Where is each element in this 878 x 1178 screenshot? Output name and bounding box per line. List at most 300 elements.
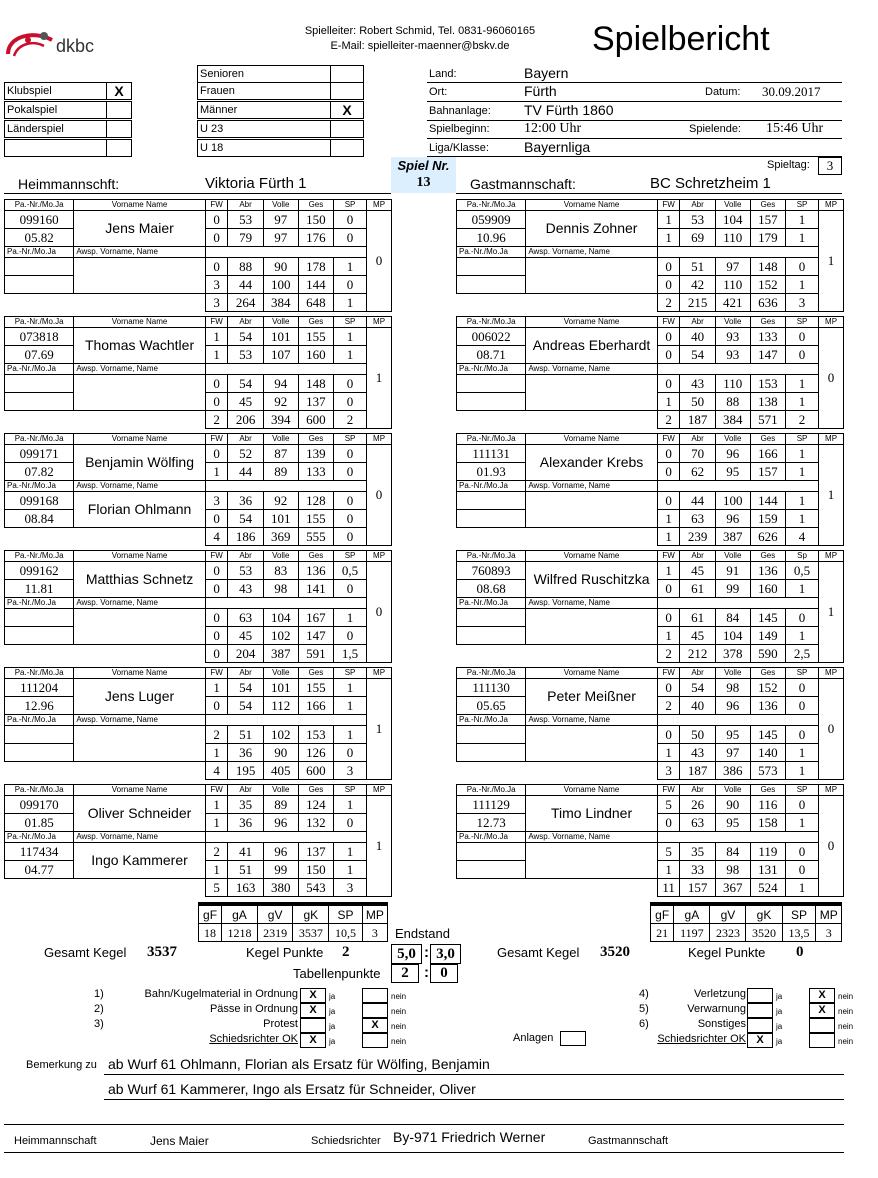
volle-header: Volle bbox=[715, 200, 750, 211]
player-birth-date: 07.82 bbox=[5, 463, 74, 481]
class-u18: U 18 bbox=[197, 139, 331, 157]
player-birth-date: 08.71 bbox=[457, 346, 526, 364]
guest-player-block bbox=[456, 199, 844, 312]
score-cell: 101 bbox=[263, 510, 298, 528]
score-cell: 1 bbox=[786, 276, 819, 294]
check-ja-box[interactable]: X bbox=[300, 988, 326, 1003]
score-cell: 42 bbox=[680, 276, 715, 294]
ges-header: Ges bbox=[298, 317, 333, 328]
score-cell: 1 bbox=[334, 843, 367, 861]
score-cell: 1 bbox=[657, 393, 680, 411]
score-cell: 51 bbox=[680, 258, 715, 276]
check-ja-box[interactable]: X bbox=[747, 1033, 773, 1048]
sub-pass-number bbox=[5, 609, 74, 627]
gap-cell bbox=[205, 481, 366, 492]
score-cell: 88 bbox=[228, 258, 263, 276]
player-mp: 1 bbox=[367, 679, 392, 780]
fw-header: FW bbox=[657, 668, 680, 679]
check-nein-label: nein bbox=[838, 992, 854, 1001]
score-cell: 1 bbox=[657, 229, 680, 247]
sub-birth-date bbox=[5, 627, 74, 645]
blank-cell bbox=[74, 645, 205, 663]
score-cell: 155 bbox=[298, 679, 333, 697]
score-cell: 99 bbox=[715, 580, 750, 598]
score-cell: 35 bbox=[228, 796, 263, 814]
player-total-cell: 384 bbox=[263, 294, 298, 312]
score-cell: 136 bbox=[750, 697, 785, 715]
gap-cell bbox=[657, 598, 818, 609]
score-cell: 61 bbox=[680, 580, 715, 598]
score-cell: 35 bbox=[680, 843, 715, 861]
volle-header: Volle bbox=[263, 668, 298, 679]
score-cell: 50 bbox=[680, 726, 715, 744]
ges-header: Ges bbox=[298, 551, 333, 562]
score-cell: 110 bbox=[715, 276, 750, 294]
abr-header: Abr bbox=[680, 668, 715, 679]
score-cell: 0 bbox=[334, 463, 367, 481]
score-cell: 0 bbox=[205, 258, 228, 276]
guest-player-block bbox=[456, 433, 844, 546]
pass-header: Pa.-Nr./Mo.Ja bbox=[457, 434, 526, 445]
ges-header: Ges bbox=[750, 551, 785, 562]
score-cell: 144 bbox=[298, 276, 333, 294]
score-cell: 1 bbox=[334, 726, 367, 744]
class-frauen: Frauen bbox=[197, 82, 331, 100]
score-cell: 98 bbox=[715, 679, 750, 697]
score-cell: 0 bbox=[334, 510, 367, 528]
sub-name-header: Awsp. Vorname, Name bbox=[74, 364, 205, 375]
sub-pass-number bbox=[457, 258, 526, 276]
check-nein-box[interactable] bbox=[362, 988, 388, 1003]
score-cell: 0 bbox=[657, 276, 680, 294]
pass-header: Pa.-Nr./Mo.Ja bbox=[5, 668, 74, 679]
gap-cell bbox=[657, 364, 818, 375]
liga-value: Bayernliga bbox=[524, 139, 591, 155]
score-cell: 101 bbox=[263, 679, 298, 697]
blank-cell bbox=[5, 528, 74, 546]
score-cell: 1 bbox=[205, 814, 228, 832]
score-cell: 141 bbox=[298, 580, 333, 598]
home-player-block bbox=[4, 667, 392, 780]
player-birth-date: 07.69 bbox=[5, 346, 74, 364]
score-cell: 51 bbox=[228, 726, 263, 744]
score-cell: 0 bbox=[786, 679, 819, 697]
ges-header: Ges bbox=[750, 434, 785, 445]
check-nein-box[interactable]: X bbox=[362, 1018, 388, 1033]
sub-pass-header: Pa.-Nr./Mo.Ja bbox=[5, 832, 74, 843]
score-cell: 53 bbox=[228, 562, 263, 580]
player-total-cell: 555 bbox=[298, 528, 333, 546]
player-birth-date: 05.82 bbox=[5, 229, 74, 247]
score-cell: 1 bbox=[657, 861, 680, 879]
player-total-cell: 384 bbox=[715, 411, 750, 429]
player-total-cell: 11 bbox=[657, 879, 680, 897]
sub-name-header: Awsp. Vorname, Name bbox=[74, 715, 205, 726]
home-total-value: 1218 bbox=[222, 924, 258, 942]
sp-header: SP bbox=[786, 200, 819, 211]
sp-header: SP bbox=[334, 317, 367, 328]
sp-header: SP bbox=[334, 200, 367, 211]
volle-header: Volle bbox=[715, 434, 750, 445]
check-nein-box[interactable] bbox=[809, 1033, 835, 1048]
score-cell: 0 bbox=[334, 445, 367, 463]
score-cell: 158 bbox=[750, 814, 785, 832]
check-nein-box[interactable] bbox=[362, 1033, 388, 1048]
sub-pass-header: Pa.-Nr./Mo.Ja bbox=[5, 481, 74, 492]
player-total-cell: 600 bbox=[298, 762, 333, 780]
guest-total-value: 2323 bbox=[710, 924, 746, 942]
score-cell: 97 bbox=[263, 211, 298, 229]
gap-cell bbox=[205, 247, 366, 258]
sub-player-name bbox=[526, 843, 657, 879]
score-cell: 0 bbox=[657, 328, 680, 346]
sub-pass-header: Pa.-Nr./Mo.Ja bbox=[457, 832, 526, 843]
player-mp: 1 bbox=[819, 562, 844, 663]
sp-header: SP bbox=[786, 434, 819, 445]
player-birth-date: 05.65 bbox=[457, 697, 526, 715]
abr-header: Abr bbox=[680, 551, 715, 562]
home-totals-table bbox=[198, 905, 388, 942]
fw-header: FW bbox=[657, 200, 680, 211]
abr-header: Abr bbox=[228, 668, 263, 679]
player-name: Jens Maier bbox=[74, 211, 205, 247]
player-name: Jens Luger bbox=[74, 679, 205, 715]
score-cell: 102 bbox=[263, 726, 298, 744]
check-nein-box[interactable] bbox=[362, 1003, 388, 1018]
ges-header: Ges bbox=[750, 668, 785, 679]
check-nein-box[interactable]: X bbox=[809, 988, 835, 1003]
mp-header: MP bbox=[367, 785, 392, 796]
sub-birth-date bbox=[457, 627, 526, 645]
type-pokalspiel: Pokalspiel bbox=[4, 101, 107, 119]
abr-header: Abr bbox=[228, 200, 263, 211]
class-u23: U 23 bbox=[197, 120, 331, 138]
player-total-cell: 394 bbox=[263, 411, 298, 429]
blank-cell bbox=[526, 528, 657, 546]
score-cell: 179 bbox=[750, 229, 785, 247]
check-nein-box[interactable]: X bbox=[809, 1003, 835, 1018]
blank-cell bbox=[526, 645, 657, 663]
blank-cell bbox=[457, 879, 526, 897]
check-ja-box[interactable] bbox=[747, 988, 773, 1003]
score-cell: 0 bbox=[657, 814, 680, 832]
score-cell: 128 bbox=[298, 492, 333, 510]
score-cell: 40 bbox=[680, 697, 715, 715]
anlagen-box bbox=[560, 1031, 586, 1046]
player-name: Benjamin Wölfing bbox=[74, 445, 205, 481]
score-cell: 133 bbox=[298, 463, 333, 481]
check-label: Verwarnung bbox=[687, 1003, 746, 1015]
score-cell: 101 bbox=[263, 328, 298, 346]
check-ja-box[interactable] bbox=[747, 1003, 773, 1018]
score-cell: 44 bbox=[228, 463, 263, 481]
score-cell: 159 bbox=[750, 510, 785, 528]
datum-value: 30.09.2017 bbox=[762, 84, 821, 99]
sub-pass-header: Pa.-Nr./Mo.Ja bbox=[457, 247, 526, 258]
blank-cell bbox=[526, 762, 657, 780]
guest-player-block bbox=[456, 784, 844, 897]
sp-header: SP bbox=[786, 785, 819, 796]
check-nein-label: nein bbox=[391, 1037, 407, 1046]
sp-header: Sp bbox=[786, 551, 819, 562]
score-cell: 43 bbox=[680, 375, 715, 393]
name-header: Vorname Name bbox=[526, 200, 657, 211]
endstand-label: Endstand bbox=[395, 926, 450, 941]
guest-player-block bbox=[456, 316, 844, 429]
score-cell: 1 bbox=[786, 445, 819, 463]
score-cell: 126 bbox=[298, 744, 333, 762]
remark-line1: ab Wurf 61 Ohlmann, Florian als Ersatz für Wölfing, Benjamin bbox=[108, 1056, 490, 1072]
home-player-block bbox=[4, 316, 392, 429]
player-name: Dennis Zohner bbox=[526, 211, 657, 247]
blank-cell bbox=[457, 528, 526, 546]
score-cell: 166 bbox=[750, 445, 785, 463]
score-cell: 1 bbox=[205, 346, 228, 364]
score-cell: 89 bbox=[263, 463, 298, 481]
score-cell: 26 bbox=[680, 796, 715, 814]
home-total-hdr: gA bbox=[222, 906, 258, 924]
check-ja-label: ja bbox=[776, 1022, 783, 1031]
player-pass-number: 760893 bbox=[457, 562, 526, 580]
check-nein-box[interactable] bbox=[809, 1018, 835, 1033]
blank-cell bbox=[74, 528, 205, 546]
player-total-cell: 1 bbox=[786, 762, 819, 780]
type-klubspiel-mark: X bbox=[106, 82, 132, 100]
score-cell: 97 bbox=[715, 744, 750, 762]
score-cell: 3 bbox=[205, 492, 228, 510]
score-cell: 104 bbox=[715, 211, 750, 229]
guest-total-value: 1197 bbox=[674, 924, 710, 942]
sub-player-name bbox=[526, 492, 657, 528]
check-ja-label: ja bbox=[776, 1037, 783, 1046]
score-cell: 107 bbox=[263, 346, 298, 364]
score-cell: 136 bbox=[750, 562, 785, 580]
pass-header: Pa.-Nr./Mo.Ja bbox=[457, 668, 526, 679]
sub-name-header: Awsp. Vorname, Name bbox=[526, 481, 657, 492]
score-cell: 54 bbox=[680, 346, 715, 364]
fw-header: FW bbox=[205, 317, 228, 328]
check-label: Pässe in Ordnung bbox=[209, 1003, 298, 1015]
tabellen-label: Tabellenpunkte bbox=[293, 966, 381, 981]
abr-header: Abr bbox=[228, 434, 263, 445]
score-cell: 0 bbox=[205, 375, 228, 393]
sub-name-header: Awsp. Vorname, Name bbox=[526, 598, 657, 609]
score-cell: 0 bbox=[657, 609, 680, 627]
player-birth-date: 10.96 bbox=[457, 229, 526, 247]
check-ja-box[interactable] bbox=[747, 1018, 773, 1033]
score-cell: 1 bbox=[205, 861, 228, 879]
mp-header: MP bbox=[367, 434, 392, 445]
player-name: Alexander Krebs bbox=[526, 445, 657, 481]
guest-player-block bbox=[456, 667, 844, 780]
bahn-label: Bahnanlage: bbox=[429, 105, 491, 117]
score-cell: 96 bbox=[715, 445, 750, 463]
score-cell: 167 bbox=[298, 609, 333, 627]
player-total-cell: 157 bbox=[680, 879, 715, 897]
player-total-cell: 1,5 bbox=[334, 645, 367, 663]
check-ja-box[interactable]: X bbox=[300, 1003, 326, 1018]
spieltag-label: Spieltag: bbox=[767, 159, 810, 171]
check-number: 3) bbox=[94, 1018, 104, 1030]
pass-header: Pa.-Nr./Mo.Ja bbox=[5, 317, 74, 328]
blank-cell bbox=[457, 762, 526, 780]
logo-text: dkbc bbox=[56, 36, 95, 56]
score-cell: 0 bbox=[334, 229, 367, 247]
sub-player-name bbox=[526, 375, 657, 411]
guest-total-hdr: MP bbox=[816, 906, 842, 924]
score-cell: 1 bbox=[786, 229, 819, 247]
gap-cell bbox=[205, 715, 366, 726]
score-cell: 36 bbox=[228, 744, 263, 762]
score-cell: 1 bbox=[786, 510, 819, 528]
remark-line2: ab Wurf 61 Kammerer, Ingo als Ersatz für Schneider, Oliver bbox=[108, 1081, 476, 1097]
volle-header: Volle bbox=[715, 668, 750, 679]
score-cell: 0 bbox=[334, 814, 367, 832]
fw-header: FW bbox=[205, 785, 228, 796]
blank-cell bbox=[5, 762, 74, 780]
volle-header: Volle bbox=[715, 785, 750, 796]
check-ja-box[interactable]: X bbox=[300, 1033, 326, 1048]
guest-player-block bbox=[456, 550, 844, 663]
sub-pass-header: Pa.-Nr./Mo.Ja bbox=[5, 715, 74, 726]
volle-header: Volle bbox=[715, 551, 750, 562]
score-cell: 87 bbox=[263, 445, 298, 463]
volle-header: Volle bbox=[263, 317, 298, 328]
player-total-cell: 1 bbox=[786, 879, 819, 897]
score-cell: 96 bbox=[715, 510, 750, 528]
score-cell: 0 bbox=[334, 393, 367, 411]
sub-birth-date: 04.77 bbox=[5, 861, 74, 879]
home-total-value: 3537 bbox=[293, 924, 329, 942]
score-cell: 0 bbox=[786, 861, 819, 879]
fw-header: FW bbox=[657, 785, 680, 796]
sub-pass-number bbox=[457, 726, 526, 744]
score-cell: 98 bbox=[263, 580, 298, 598]
player-total-cell: 3 bbox=[334, 762, 367, 780]
class-senioren: Senioren bbox=[197, 65, 331, 83]
volle-header: Volle bbox=[263, 434, 298, 445]
sub-player-name bbox=[526, 609, 657, 645]
mp-header: MP bbox=[819, 200, 844, 211]
fw-header: FW bbox=[657, 434, 680, 445]
score-cell: 0,5 bbox=[334, 562, 367, 580]
name-header: Vorname Name bbox=[74, 668, 205, 679]
sig-ref-name: By-971 Friedrich Werner bbox=[393, 1129, 546, 1145]
score-cell: 53 bbox=[228, 211, 263, 229]
player-name: Timo Lindner bbox=[526, 796, 657, 832]
blank-cell bbox=[74, 762, 205, 780]
score-cell: 166 bbox=[298, 697, 333, 715]
check-label: Bahn/Kugelmaterial in Ordnung bbox=[144, 988, 298, 1000]
guest-total-value: 3520 bbox=[746, 924, 782, 942]
score-cell: 0 bbox=[786, 346, 819, 364]
sub-pass-header: Pa.-Nr./Mo.Ja bbox=[5, 247, 74, 258]
sub-pass-number: 117434 bbox=[5, 843, 74, 861]
score-cell: 1 bbox=[657, 744, 680, 762]
score-cell: 99 bbox=[263, 861, 298, 879]
score-cell: 97 bbox=[715, 258, 750, 276]
score-cell: 148 bbox=[298, 375, 333, 393]
abr-header: Abr bbox=[680, 785, 715, 796]
gap-cell bbox=[657, 481, 818, 492]
beginn-value: 12:00 Uhr bbox=[524, 121, 582, 136]
player-total-cell: 2 bbox=[786, 411, 819, 429]
home-total-hdr: gK bbox=[293, 906, 329, 924]
score-cell: 36 bbox=[228, 814, 263, 832]
home-total-hdr: gF bbox=[199, 906, 222, 924]
sub-birth-date bbox=[457, 510, 526, 528]
score-cell: 1 bbox=[786, 627, 819, 645]
abr-header: Abr bbox=[680, 434, 715, 445]
type-laenderspiel: Länderspiel bbox=[4, 120, 107, 138]
tp-home: 2 bbox=[391, 964, 419, 983]
player-birth-date: 11.81 bbox=[5, 580, 74, 598]
check-number: 5) bbox=[639, 1003, 649, 1015]
score-cell: 160 bbox=[298, 346, 333, 364]
score-cell: 54 bbox=[228, 375, 263, 393]
abr-header: Abr bbox=[680, 317, 715, 328]
abr-header: Abr bbox=[228, 785, 263, 796]
sp-header: SP bbox=[786, 668, 819, 679]
player-total-cell: 4 bbox=[205, 762, 228, 780]
sub-birth-date bbox=[457, 276, 526, 294]
gap-cell bbox=[205, 832, 366, 843]
home-team-label: Heimmannschft: bbox=[18, 176, 120, 192]
score-cell: 0 bbox=[786, 609, 819, 627]
player-birth-date: 12.73 bbox=[457, 814, 526, 832]
score-cell: 157 bbox=[750, 463, 785, 481]
check-ja-box[interactable] bbox=[300, 1018, 326, 1033]
home-total-value: 2319 bbox=[257, 924, 293, 942]
score-cell: 96 bbox=[715, 697, 750, 715]
score-cell: 1 bbox=[657, 627, 680, 645]
gap-cell bbox=[205, 364, 366, 375]
score-cell: 0 bbox=[786, 328, 819, 346]
player-total-cell: 186 bbox=[228, 528, 263, 546]
score-cell: 104 bbox=[263, 609, 298, 627]
player-name: Wilfred Ruschitzka bbox=[526, 562, 657, 598]
player-pass-number: 111129 bbox=[457, 796, 526, 814]
player-total-cell: 264 bbox=[228, 294, 263, 312]
score-cell: 1 bbox=[657, 211, 680, 229]
guest-totals-table bbox=[650, 905, 842, 942]
ende-label: Spielende: bbox=[689, 123, 741, 135]
class-u23-mark bbox=[330, 120, 364, 138]
score-cell: 152 bbox=[750, 276, 785, 294]
check-nein-label: nein bbox=[391, 1022, 407, 1031]
score-cell: 93 bbox=[715, 328, 750, 346]
home-player-block bbox=[4, 550, 392, 663]
sub-name-header: Awsp. Vorname, Name bbox=[74, 481, 205, 492]
score-cell: 54 bbox=[228, 328, 263, 346]
blank-cell bbox=[526, 411, 657, 429]
player-birth-date: 08.68 bbox=[457, 580, 526, 598]
score-cell: 137 bbox=[298, 843, 333, 861]
sub-birth-date bbox=[457, 393, 526, 411]
score-cell: 44 bbox=[228, 276, 263, 294]
blank-cell bbox=[526, 294, 657, 312]
player-total-cell: 3 bbox=[334, 879, 367, 897]
score-cell: 176 bbox=[298, 229, 333, 247]
ges-header: Ges bbox=[298, 434, 333, 445]
fw-header: FW bbox=[657, 317, 680, 328]
score-cell: 0 bbox=[786, 796, 819, 814]
player-birth-date: 01.93 bbox=[457, 463, 526, 481]
player-total-cell: 206 bbox=[228, 411, 263, 429]
sub-pass-number bbox=[457, 609, 526, 627]
ende-value: 15:46 Uhr bbox=[766, 121, 824, 136]
score-cell: 0 bbox=[205, 229, 228, 247]
